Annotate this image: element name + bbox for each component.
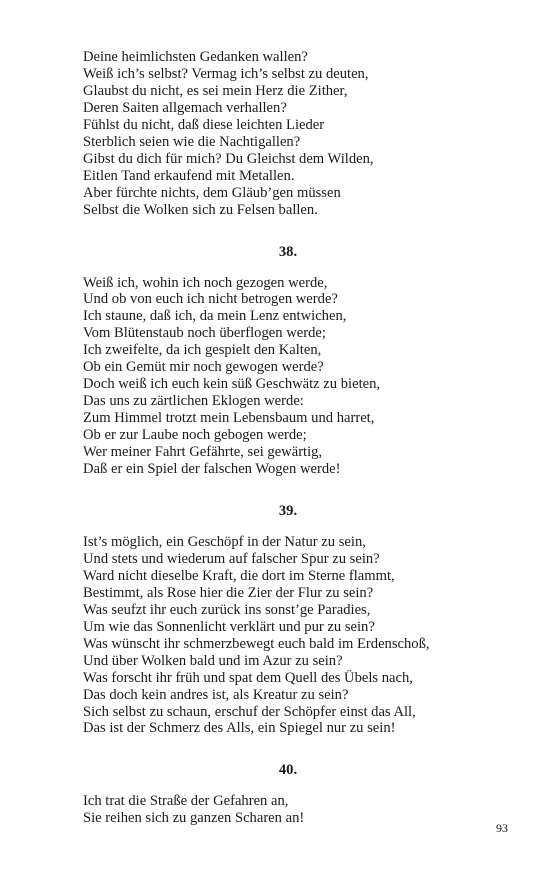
verse-line: Ward nicht dieselbe Kraft, die dort im Sterne flammt, — [83, 567, 395, 584]
verse-line: Ist’s möglich, ein Geschöpf in der Natur zu sein, — [83, 533, 366, 550]
verse-line: Ob er zur Laube noch gebogen werde; — [83, 427, 307, 444]
verse-line: Ich staune, daß ich, da mein Lenz entwichen, — [83, 308, 347, 325]
verse-line: Das uns zu zärtlichen Eklogen werde: — [83, 393, 304, 410]
verse-line: Was forscht ihr früh und spat dem Quell des Übels nach, — [83, 669, 413, 686]
verse-line: Vom Blütenstaub noch überflogen werde; — [83, 325, 326, 342]
verse-line: Weiß ich’s selbst? Vermag ich’s selbst zu deuten, — [83, 65, 369, 82]
verse-line: Doch weiß ich euch kein süß Geschwätz zu bieten, — [83, 376, 381, 393]
poem-fragment — [83, 49, 503, 219]
verse-line: Eitlen Tand erkaufend mit Metallen. — [83, 167, 295, 184]
page-body — [83, 49, 503, 827]
verse-line: Das ist der Schmerz des Alls, ein Spiegel nur zu sein! — [83, 720, 396, 737]
verse-line: Gibst du dich für mich? Du Gleichst dem Wilden, — [83, 150, 374, 167]
verse-line: Deren Saiten allgemach verhallen? — [83, 99, 287, 116]
poem-39 — [83, 534, 503, 737]
poem-number: 40. — [278, 762, 298, 779]
verse-line: Und ob von euch ich nicht betrogen werde? — [83, 291, 338, 308]
verse-line: Zum Himmel trotzt mein Lebensbaum und harret, — [83, 410, 375, 427]
verse-line: Das doch kein andres ist, als Kreatur zu sein? — [83, 686, 349, 703]
poem-number: 39. — [278, 502, 298, 519]
poem-40 — [83, 793, 503, 827]
verse-line: Deine heimlichsten Gedanken wallen? — [83, 49, 308, 65]
verse-line: Sie reihen sich zu ganzen Scharen an! — [83, 810, 305, 827]
verse-line: Und über Wolken bald und im Azur zu sein? — [83, 652, 343, 669]
verse-line: Aber fürchte nichts, dem Gläub’gen müssen — [83, 184, 341, 201]
verse-line: Um wie das Sonnenlicht verklärt und pur zu sein? — [83, 618, 375, 635]
verse-line: Sterblich seien wie die Nachtigallen? — [83, 133, 301, 150]
poem-38 — [83, 275, 503, 478]
verse-line: Daß er ein Spiel der falschen Wogen werde! — [83, 461, 341, 478]
verse-line: Ob ein Gemüt mir noch gewogen werde? — [83, 359, 324, 376]
verse-line: Ich zweifelte, da ich gespielt den Kalten, — [83, 342, 322, 359]
verse-line: Fühlst du nicht, daß diese leichten Lieder — [83, 116, 325, 133]
page-number: 93 — [496, 821, 508, 835]
verse-line: Und stets und wiederum auf falscher Spur zu sein? — [83, 550, 380, 567]
verse-line: Weiß ich, wohin ich noch gezogen werde, — [83, 274, 328, 291]
verse-line: Wer meiner Fahrt Gefährte, sei gewärtig, — [83, 444, 323, 461]
verse-line: Bestimmt, als Rose hier die Zier der Flur zu sein? — [83, 584, 374, 601]
verse-line: Was wünscht ihr schmerzbewegt euch bald im Erdenschoß, — [83, 635, 430, 652]
verse-line: Glaubst du nicht, es sei mein Herz die Zither, — [83, 82, 348, 99]
verse-line: Was seufzt ihr euch zurück ins sonst’ge Paradies, — [83, 601, 371, 618]
verse-line: Ich trat die Straße der Gefahren an, — [83, 793, 289, 810]
verse-line: Sich selbst zu schaun, erschuf der Schöpfer einst das All, — [83, 703, 416, 720]
verse-line: Selbst die Wolken sich zu Felsen ballen. — [83, 201, 318, 218]
poem-number: 38. — [278, 243, 298, 260]
